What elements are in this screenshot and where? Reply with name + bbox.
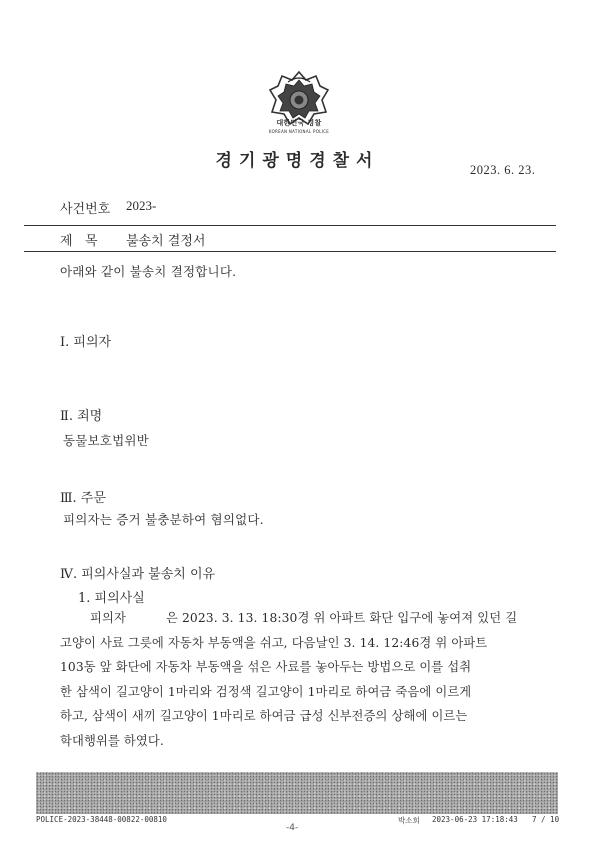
subject-label: 제 목 (60, 234, 98, 249)
logo-text-english: KOREAN NATIONAL POLICE (268, 129, 330, 134)
facts-line: 한 삼색이 길고양이 1마리와 검정색 길고양이 1마리로 하여금 죽음에 이르게 (60, 684, 472, 699)
page-mark: -4- (286, 823, 299, 833)
section-suspect-heading: Ⅰ. 피의자 (60, 335, 112, 350)
document-id: POLICE-2023-38448-00822-00810 (36, 815, 167, 824)
divider-bottom (24, 251, 556, 252)
case-number-value: 2023- (126, 198, 157, 213)
print-timestamp: 2023-06-23 17:18:43 (432, 815, 518, 824)
section-disposition-heading: Ⅲ. 주문 (60, 491, 106, 506)
page-count: 7 / 10 (532, 815, 560, 824)
subject-value: 불송치 결정서 (126, 234, 206, 249)
facts-line: 피의자 은 2023. 3. 13. 18:30경 위 아파트 화단 입구에 놓여져 있던 길 (90, 611, 518, 625)
security-pattern-band (36, 772, 558, 814)
section-facts-heading: Ⅳ. 피의사실과 불송치 이유 (60, 567, 216, 582)
charge-text: 동물보호법위반 (63, 433, 149, 448)
facts-paragraph (60, 606, 555, 753)
section-charge-heading: Ⅱ. 죄명 (60, 409, 103, 424)
logo-caption (250, 118, 348, 134)
document-date: 2023. 6. 23. (470, 163, 536, 177)
issuing-station-title: 경기광명경찰서 (215, 151, 380, 171)
facts-line: 103동 앞 화단에 자동차 부동액을 섞은 사료를 놓아두는 방법으로 이를 섭취 (60, 660, 472, 674)
logo-text-korean: 대한민국 경찰 (276, 119, 322, 127)
facts-subheading: 1. 피의사실 (78, 591, 145, 606)
divider-top (24, 225, 556, 226)
facts-line: 하고, 삼색이 새끼 길고양이 1마리로 하여금 급성 신부전증의 상해에 이르는 (60, 709, 468, 723)
intro-statement: 아래와 같이 불송치 결정합니다. (60, 264, 237, 279)
operator-name: 박소희 (398, 816, 420, 825)
case-number-label: 사건번호 (60, 202, 111, 217)
disposition-text: 피의자는 증거 불충분하여 혐의없다. (63, 512, 264, 527)
facts-line: 학대행위를 하였다. (60, 733, 164, 748)
facts-line: 고양이 사료 그릇에 자동차 부동액을 쉬고, 다음날인 3. 14. 12:46경 위 아파트 (60, 635, 488, 650)
